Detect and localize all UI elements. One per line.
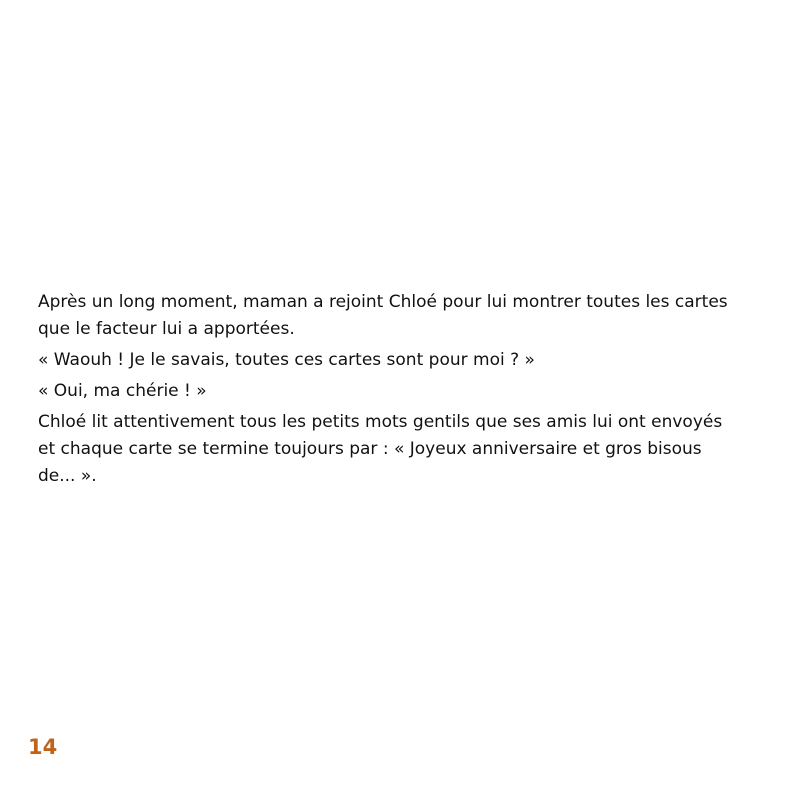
dialogue-line: « Oui, ma chérie ! » [38,381,207,401]
story-paragraph-4 [38,409,758,490]
story-paragraph-2 [38,347,758,374]
story-paragraph-1 [38,289,758,343]
page-number: 14 [28,735,58,759]
story-paragraph-3 [38,378,758,405]
story-text [38,289,758,490]
story-line: que le facteur lui a apportées. [38,319,295,339]
story-line: Après un long moment, maman a rejoint Chloé pour lui montrer toutes les cartes [38,292,728,312]
story-line: Chloé lit attentivement tous les petits mots gentils que ses amis lui ont envoyés [38,412,723,432]
story-line: de... ». [38,466,97,486]
dialogue-line: « Waouh ! Je le savais, toutes ces cartes sont pour moi ? » [38,350,535,370]
story-line: et chaque carte se termine toujours par : « Joyeux anniversaire et gros bisous [38,439,702,459]
